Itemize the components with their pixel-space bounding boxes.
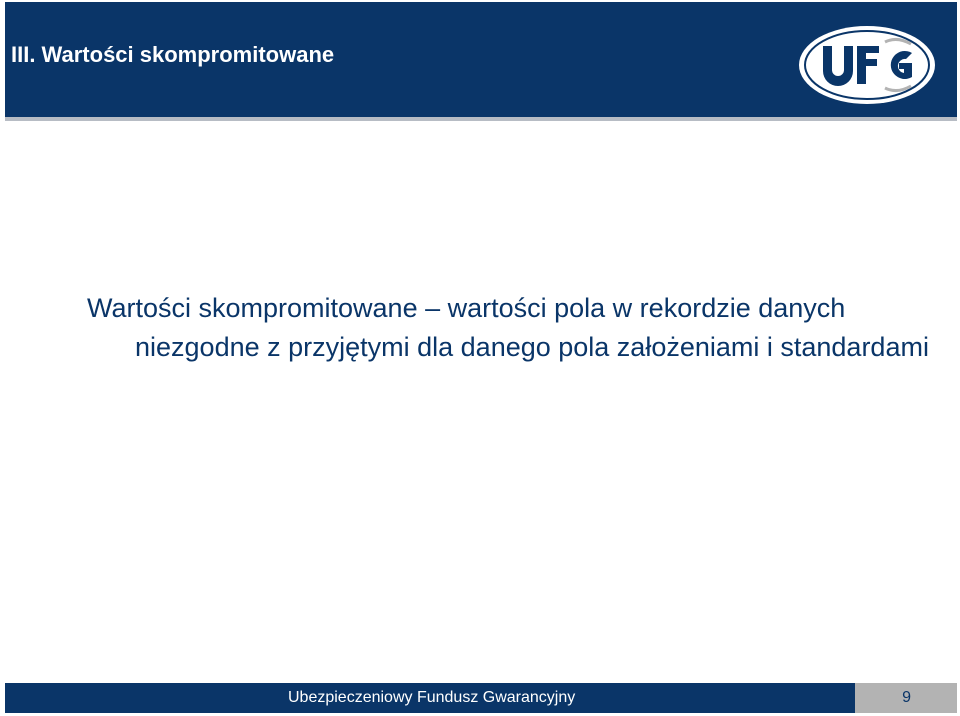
body-definition: Wartości skompromitowane – wartości pola w rekordzie danych niezgodne z przyjętymi dla danego pola założeniami i standardami xyxy=(87,293,929,362)
footer-organization: Ubezpieczeniowy Fundusz Gwarancyjny xyxy=(288,689,576,706)
slide-title: III. Wartości skompromitowane xyxy=(11,42,335,67)
ufg-logo xyxy=(797,24,937,106)
header-underline xyxy=(5,117,957,121)
slide-footer xyxy=(5,683,957,713)
page-number: 9 xyxy=(902,689,911,706)
